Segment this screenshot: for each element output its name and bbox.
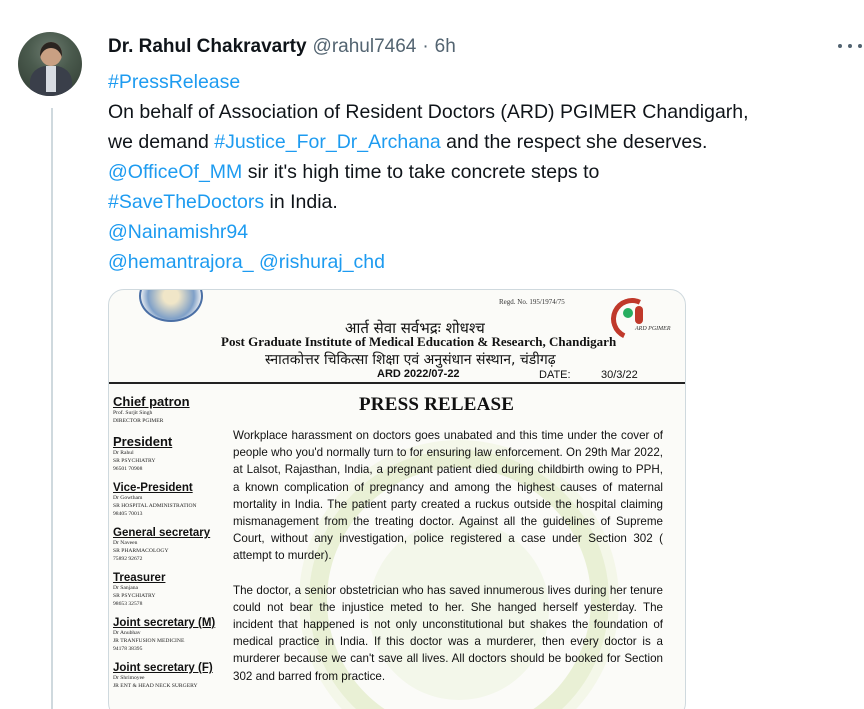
mention-link[interactable]: @Nainamishr94 (108, 221, 249, 243)
tweet-text-segment: sir it's high time to take concrete steps to (242, 161, 600, 183)
date-value: 30/3/22 (601, 369, 638, 381)
sidebar-person-detail: Dr Anubhav (113, 630, 141, 636)
date-label: DATE: (539, 369, 571, 381)
reference-number: ARD 2022/07-22 (377, 368, 460, 380)
sidebar-gap (113, 690, 223, 695)
hindi-institute-name: स्नातकोत्तर चिकित्सा शिक्षा एवं अनुसंधान संस्थान, चंडीगढ़ (265, 352, 556, 368)
sidebar-person-detail: 96501 70908 (113, 466, 143, 472)
ard-logo-text: ARD PGIMER (635, 326, 671, 332)
press-release-document (109, 290, 686, 709)
office-bearers-sidebar (113, 390, 223, 695)
sidebar-person-detail: JR ENT & HEAD NECK SURGERY (113, 683, 198, 689)
sidebar-role-title: General secretary (113, 527, 211, 539)
sidebar-role-title: Joint secretary (M) (113, 617, 216, 629)
sidebar-role-title: Joint secretary (F) (113, 662, 213, 674)
sidebar-gap (113, 518, 223, 523)
avatar-figure-head (40, 42, 62, 66)
tweet-text-line (108, 157, 858, 187)
sidebar-person-detail: Prof. Surjit Singh (113, 410, 153, 416)
tweet-text-segment: and the respect she deserves. (440, 131, 708, 153)
sidebar-person-detail: 98405 70013 (113, 511, 143, 517)
author-name[interactable]: Dr. Rahul Chakravarty (108, 36, 307, 57)
pgimer-logo-icon (139, 289, 203, 322)
sidebar-person-detail: Dr Naveen (113, 540, 138, 546)
tweet-media-image[interactable] (108, 289, 686, 709)
ard-logo-figure (635, 306, 643, 324)
press-release-body (233, 427, 663, 702)
sidebar-person-detail: JR TRANFUSION MEDICINE (113, 638, 185, 644)
sidebar-role-title: Vice-President (113, 482, 193, 494)
tweet-text-line (108, 97, 858, 127)
more-dot (858, 44, 862, 48)
sidebar-gap (113, 653, 223, 658)
tweet-text-line (108, 217, 858, 247)
sidebar-role-title: President (113, 434, 173, 449)
mention-link[interactable]: @OfficeOf_MM (108, 161, 243, 183)
hashtag-link[interactable]: #PressRelease (108, 71, 241, 93)
mention-link[interactable]: @rishuraj_chd (258, 251, 385, 273)
sidebar-person-detail: DIRECTOR PGIMER (113, 418, 164, 424)
sidebar-gap (113, 425, 223, 430)
institute-name: Post Graduate Institute of Medical Education & Research, Chandigarh (221, 334, 617, 349)
sidebar-gap (113, 473, 223, 478)
avatar-figure-shirt (46, 66, 56, 92)
sidebar-person-detail: Dr Rahul (113, 450, 134, 456)
tweet-text-segment: we demand (108, 131, 215, 153)
mention-link[interactable]: @hemantrajora_ (108, 251, 254, 273)
tweet-text-line (108, 187, 858, 217)
ard-logo-dot (623, 308, 633, 318)
hashtag-link[interactable]: #SaveTheDoctors (108, 191, 265, 213)
sidebar-person-detail: Dr Sanjana (113, 585, 139, 591)
sidebar-gap (113, 563, 223, 568)
profile-avatar[interactable] (18, 32, 82, 96)
hindi-motto: आर्त सेवा सर्वभद्रः शोधश्च (345, 319, 485, 337)
tweet-text-line (108, 127, 858, 157)
header-rule (109, 382, 686, 384)
tweet-text-line (108, 247, 858, 277)
sidebar-person-detail: Dr Gowtham (113, 495, 143, 501)
registration-number: Regd. No. 195/1974/75 (499, 298, 565, 306)
tweet-text-segment: On behalf of Association of Resident Doctors (ARD) PGIMER Chandigarh, (108, 101, 749, 123)
sidebar-person-detail: 75892 92672 (113, 556, 143, 562)
tweet-timestamp[interactable]: 6h (434, 36, 456, 57)
sidebar-person-detail: 94178 38395 (113, 646, 143, 652)
tweet-header (108, 36, 456, 60)
press-release-paragraph: The doctor, a senior obstetrician who has saved innumerous lives during her tenure could not bear the injustice meted to her. She hanged herself yesterday. The incident that happened is not only unconstitutional but shakes the foundation of medical practice in India. If this doctor was a murderer, then every doctor is a murderer because we can't save all lives. All doctors should be booked for Section 302 and barred from practice. (233, 583, 663, 683)
header-separator: · (422, 36, 429, 57)
sidebar-person-detail: SR PHARMACOLOGY (113, 548, 169, 554)
press-release-title: PRESS RELEASE (359, 394, 515, 415)
tweet-text (108, 67, 858, 277)
tweet-text-line (108, 67, 858, 97)
press-release-paragraph: Workplace harassment on doctors goes unabated and this time under the cover of people who you'd normally turn to for ensuring law enforcement. On 29th Mar 2022, at Lalsot, Rajasthan, India, a pregnant patient died during childbirth owing to PPH, a known complication of pregnancy and among the highest causes of maternal mortality in India. The patient party created a ruckus outside the hospital claiming mismanagement from the treating doctor. Against all the guidelines of Supreme Court, without any investigation, police registered a case under Section 302 ( attempt to murder). (233, 429, 663, 563)
sidebar-role-title: Treasurer (113, 572, 166, 584)
more-dot (838, 44, 842, 48)
author-handle[interactable]: @rahul7464 (312, 36, 417, 57)
sidebar-person-detail: Dr Shrimoyee (113, 675, 145, 681)
thread-connector-line (51, 108, 53, 709)
hashtag-link[interactable]: #Justice_For_Dr_Archana (214, 131, 441, 153)
sidebar-role-title: Chief patron (113, 394, 190, 409)
sidebar-person-detail: SR HOSPITAL ADMINISTRATION (113, 503, 197, 509)
more-horizontal-icon[interactable] (838, 36, 862, 56)
sidebar-gap (113, 608, 223, 613)
tweet-text-segment: in India. (264, 191, 338, 213)
sidebar-person-detail: SR PSYCHIATRY (113, 458, 156, 464)
sidebar-person-detail: SR PSYCHIATRY (113, 593, 156, 599)
sidebar-person-detail: 98653 32578 (113, 601, 143, 607)
more-dot (848, 44, 852, 48)
